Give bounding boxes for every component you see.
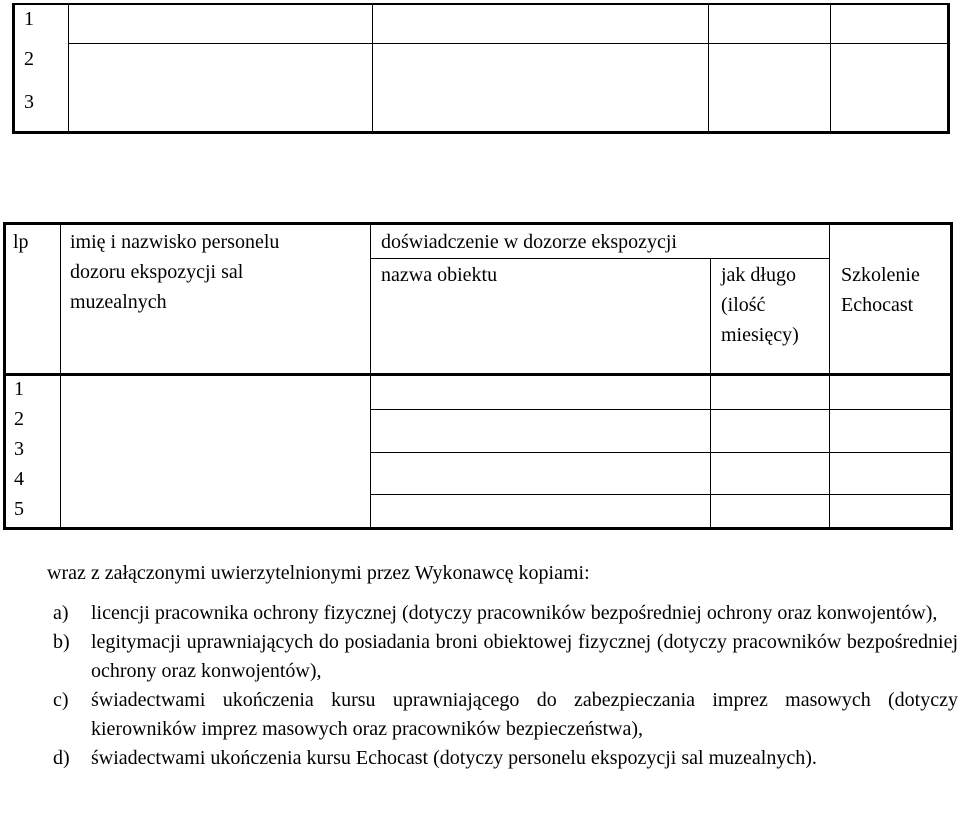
table-row-number: 5: [14, 498, 24, 520]
list-item-text: legitymacji uprawniających do posiadania broni obiektowej fizycznej (dotyczy pracowników bezpośredniej ochrony oraz konwojentów),: [91, 631, 958, 682]
table-row-number: 4: [14, 468, 24, 490]
header-name-line: muzealnych: [70, 291, 167, 313]
header-object-name: nazwa obiektu: [381, 264, 498, 286]
table-row-number: 3: [14, 438, 24, 460]
list-item-label: a): [53, 602, 69, 624]
attachments-list: [53, 599, 958, 773]
table-top-row-number: 1: [24, 8, 34, 30]
header-duration-line: (ilość: [721, 294, 766, 316]
list-item: [53, 628, 958, 686]
list-item: [53, 599, 958, 628]
header-duration-line: jak długo: [721, 264, 796, 286]
list-item-label: b): [53, 631, 70, 653]
header-training-line: Echocast: [841, 294, 914, 316]
list-item: [53, 744, 958, 773]
header-lp: lp: [13, 231, 29, 253]
list-item: [53, 686, 958, 744]
header-duration-line: miesięcy): [721, 324, 799, 346]
header-name-line: dozoru ekspozycji sal: [70, 261, 244, 283]
header-training-line: Szkolenie: [841, 264, 920, 286]
table-row-number: 2: [14, 408, 24, 430]
intro-text: wraz z załączonymi uwierzytelnionymi przez Wykonawcę kopiami:: [47, 562, 590, 584]
table-top-row-number: 3: [24, 91, 34, 113]
list-item-text: licencji pracownika ochrony fizycznej (dotyczy pracowników bezpośredniej ochrony oraz konwojentów),: [91, 602, 938, 624]
list-item-text: świadectwami ukończenia kursu Echocast (dotyczy personelu ekspozycji sal muzealnych).: [91, 747, 817, 769]
list-item-label: c): [53, 689, 69, 711]
header-name-line: imię i nazwisko personelu: [70, 231, 280, 253]
table-row-number: 1: [14, 378, 24, 400]
table-top-row-number: 2: [24, 48, 34, 70]
list-item-label: d): [53, 747, 70, 769]
header-experience: doświadczenie w dozorze ekspozycji: [381, 231, 677, 253]
list-item-text: świadectwami ukończenia kursu uprawniającego do zabezpieczania imprez masowych (dotyczy kierowników imprez masowych oraz pracowników bezpieczeństwa),: [91, 689, 958, 740]
